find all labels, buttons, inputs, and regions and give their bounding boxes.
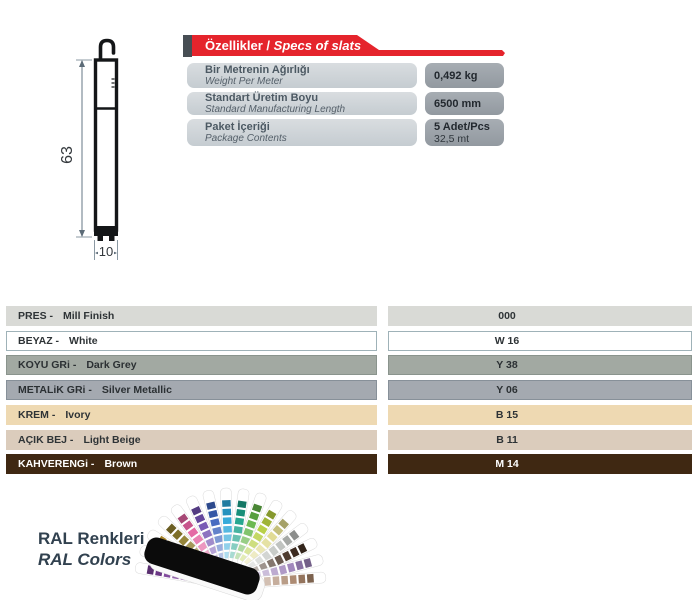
ral-colors-heading [38,528,144,570]
spec-label-en: Package Contents [205,133,287,144]
color-code-cell [388,380,692,400]
color-name-en: Dark Grey [86,359,137,371]
width-dimension-label: 10 [98,244,114,259]
spec-value-secondary: 32,5 mt [434,132,470,145]
spec-label-en: Standard Manufacturing Length [205,104,346,115]
width-dimension [95,240,118,260]
color-name-cell [6,380,377,400]
color-row [0,405,700,425]
ral-fan-image [134,486,329,600]
color-name-tr: BEYAZ - [18,335,60,347]
spec-value-cell [425,119,504,146]
spec-value: 6500 mm [434,97,482,110]
height-dimension-label: 63 [59,146,76,164]
specs-panel-title [205,38,361,54]
color-row [0,454,700,474]
spec-label-cell [187,92,417,115]
color-code: 000 [498,310,516,322]
specs-title-en: Specs of slats [273,38,362,53]
color-row [0,430,700,450]
color-code: Y 06 [496,384,518,396]
slat-bottom-channel [94,226,118,241]
specs-title-tr: Özellikler / [205,38,274,53]
spec-label-tr: Paket İçeriği [205,121,270,133]
banner-accent-bar [183,35,192,57]
color-name-cell [6,430,377,450]
color-code-cell [388,454,692,474]
color-name-tr: AÇIK BEJ - [18,434,74,446]
color-row [0,306,700,326]
slat-hook-profile [101,41,114,60]
color-code-cell [388,306,692,326]
ral-title-en: RAL Colors [38,550,132,569]
spec-value-cell [425,63,504,88]
spec-row-length [0,92,700,115]
spec-label-tr: Standart Üretim Boyu [205,92,319,104]
color-name-cell [6,331,377,351]
spec-label-en: Weight Per Meter [205,76,283,87]
color-row [0,331,700,351]
color-row [0,380,700,400]
color-name-tr: METALiK GRi - [18,384,92,396]
spec-label-cell [187,63,417,88]
color-code: B 11 [496,434,518,446]
ral-title-tr: RAL Renkleri [38,529,145,548]
color-code-cell [388,355,692,375]
color-name-cell [6,306,377,326]
color-name-en: Brown [104,458,138,470]
spec-label-cell [187,119,417,146]
color-name-en: Light Beige [83,434,141,446]
color-name-tr: PRES - [18,310,54,322]
color-name-cell [6,454,377,474]
color-code: W 16 [494,335,520,347]
color-name-tr: KAHVERENGi - [18,458,95,470]
color-name-en: Mill Finish [63,310,115,322]
color-code-cell [388,405,692,425]
color-name-en: Silver Metallic [101,384,172,396]
color-name-tr: KOYU GRi - [18,359,77,371]
color-code-cell [388,331,692,351]
color-name-en: Ivory [65,409,91,421]
color-code-cell [388,430,692,450]
color-row [0,355,700,375]
spec-label-tr: Bir Metrenin Ağırlığı [205,64,310,76]
color-name-cell [6,405,377,425]
spec-value-cell [425,92,504,115]
color-name-tr: KREM - [18,409,56,421]
color-code: B 15 [495,409,519,421]
color-name-cell [6,355,377,375]
color-name-en: White [69,335,98,347]
color-code: Y 38 [496,359,518,371]
spec-value: 5 Adet/Pcs [434,120,490,133]
spec-row-package [0,119,700,146]
spec-row-weight [0,63,700,88]
color-code: M 14 [495,458,519,470]
spec-value: 0,492 kg [434,69,478,82]
